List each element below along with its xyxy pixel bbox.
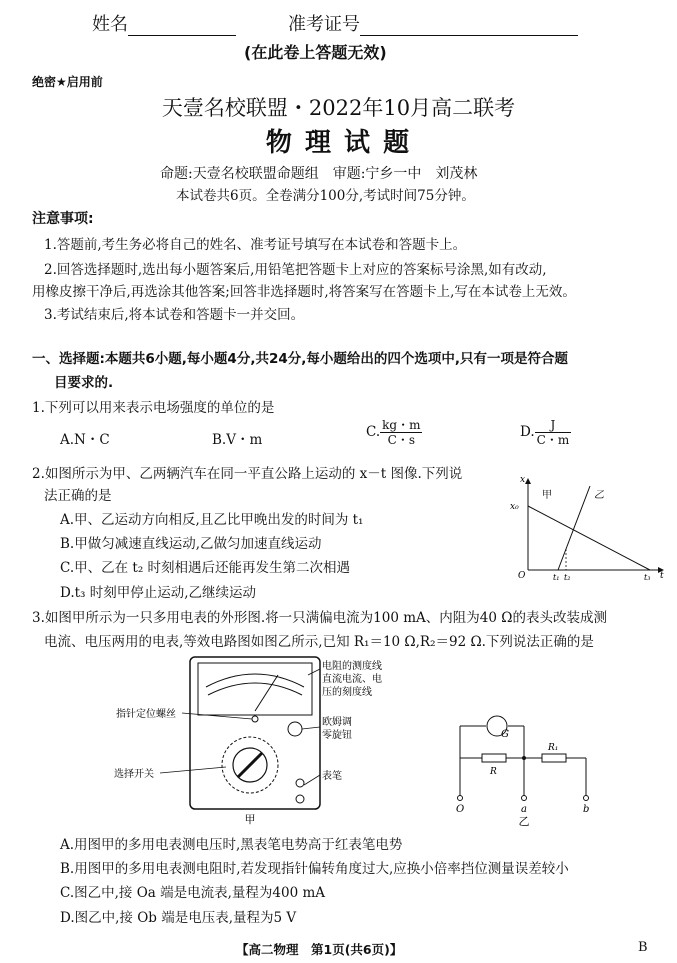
terminal-b	[584, 796, 589, 801]
yi-label: 乙	[594, 490, 604, 501]
label-scale-2: 直流电流、电	[322, 674, 382, 685]
q1-option-a: A.N・C	[60, 432, 110, 448]
q3-option-a: A.用图甲的多用电表测电压时,黑表笔电势高于红表笔电势	[60, 837, 403, 853]
secret-label: 绝密★启用前	[32, 75, 103, 89]
note-item-2-cont: 用橡皮擦干净后,再选涂其他答案;回答非选择题时,将答案写在答题卡上,写在本试卷上无效。	[32, 284, 576, 300]
answer-notice: (在此卷上答题无效)	[244, 43, 387, 62]
label-knob-2: 零旋钮	[322, 730, 352, 741]
multimeter-figure	[110, 655, 382, 825]
q1-option-d	[520, 418, 571, 447]
terminal-o	[458, 796, 463, 801]
q1-c-numerator: kg・m	[382, 418, 421, 432]
q1-d-numerator: J	[535, 418, 572, 433]
resistor-r-label: R	[490, 767, 497, 777]
q1-option-d-prefix: D.	[520, 424, 535, 440]
resistor-r1-label: R₁	[548, 743, 559, 753]
circuit-figure	[446, 708, 606, 826]
q3-stem-cont: 电流、电压两用的电表,等效电路图如图乙所示,已知 R₁＝10 Ω,R₂＝92 Ω.下列说法正确的是	[44, 634, 594, 650]
label-screw: 指针定位螺丝	[116, 709, 176, 720]
authors-line: 命题:天壹名校联盟命题组 审题:宁乡一中 刘茂林	[160, 166, 478, 182]
label-switch: 选择开关	[114, 769, 154, 780]
q2-stem: 2.如图所示为甲、乙两辆汽车在同一平直公路上运动的 x－t 图像.下列说	[32, 466, 463, 482]
fig-jia-caption: 甲	[244, 813, 256, 825]
subject-title: 物 理 试 题	[265, 128, 412, 158]
exam-title: 天壹名校联盟・2022年10月高二联考	[161, 96, 516, 120]
terminal-b-label: b	[583, 804, 590, 815]
x-axis-label: x	[520, 476, 526, 485]
notes-heading: 注意事项:	[32, 211, 94, 227]
t3-label: t₃	[644, 573, 651, 582]
terminal-a-label: a	[521, 804, 527, 815]
q1-option-d-fraction	[535, 418, 572, 447]
fig-yi-caption: 乙	[518, 815, 530, 826]
note-item-2: 2.回答选择题时,选出每小题答案后,用铅笔把答题卡上对应的答案标号涂黑,如有改动,	[44, 262, 547, 278]
galvanometer-label: G	[501, 729, 509, 740]
exam-id-label: 准考证号	[288, 14, 360, 35]
name-field	[92, 10, 236, 36]
paper-version: B	[638, 940, 648, 955]
jia-line	[528, 506, 650, 570]
label-scale-3: 压的刻度线	[322, 687, 372, 698]
exam-id-blank	[360, 19, 578, 36]
q3-stem: 3.如图甲所示为一只多用电表的外形图.将一只满偏电流为100 mA、内阻为40 Ω的表头改装成测	[32, 610, 607, 626]
note-item-1: 1.答题前,考生务必将自己的姓名、准考证号填写在本试卷和答题卡上。	[44, 237, 467, 253]
q1-option-c-prefix: C.	[366, 424, 381, 440]
section-heading-cont: 目要求的.	[54, 375, 114, 391]
label-probe: 表笔	[322, 771, 342, 782]
x0-label: x₀	[510, 502, 519, 512]
q2-stem-cont: 法正确的是	[44, 488, 112, 504]
note-item-3: 3.考试结束后,将本试卷和答题卡一并交回。	[44, 307, 305, 323]
q1-option-c-fraction	[380, 418, 422, 447]
q2-option-a: A.甲、乙运动方向相反,且乙比甲晚出发的时间为 t₁	[60, 512, 364, 528]
dial-window	[198, 663, 312, 715]
name-blank	[128, 19, 236, 36]
q1-stem: 1.下列可以用来表示电场强度的单位的是	[32, 400, 275, 416]
exam-info: 本试卷共6页。全卷满分100分,考试时间75分钟。	[176, 188, 475, 204]
resistor-r1	[542, 754, 566, 762]
q2-xt-graph	[508, 476, 668, 582]
q2-option-d: D.t₃ 时刻甲停止运动,乙继续运动	[60, 585, 257, 601]
q3-option-b: B.用图甲的多用电表测电阻时,若发现指针偏转角度过大,应换小倍率挡位测量误差较小	[60, 861, 569, 877]
t2-label: t₂	[564, 573, 571, 582]
page-footer: 【高二物理 第1页(共6页)】	[236, 942, 403, 957]
q1-option-b: B.V・m	[212, 432, 263, 448]
terminal-o-label: O	[456, 804, 465, 815]
terminal-a	[522, 796, 527, 801]
section-heading: 一、选择题:本题共6小题,每小题4分,共24分,每小题给出的四个选项中,只有一项是符合题	[32, 351, 568, 367]
q1-c-denominator: C・s	[387, 433, 415, 447]
jia-label: 甲	[542, 490, 552, 501]
t-axis-label: t	[660, 571, 664, 581]
q1-d-denominator: C・m	[536, 433, 570, 447]
yi-line	[558, 486, 590, 570]
q3-option-d: D.图乙中,接 Ob 端是电压表,量程为5 V	[60, 910, 297, 926]
name-label: 姓名	[92, 14, 128, 35]
q2-option-c: C.甲、乙在 t₂ 时刻相遇后还能再发生第二次相遇	[60, 560, 351, 576]
x-axis-arrow	[525, 478, 531, 484]
resistor-r	[482, 754, 506, 762]
origin-label: O	[518, 571, 526, 581]
exam-id-field	[288, 10, 578, 36]
q1-option-c	[366, 418, 422, 447]
t1-label: t₁	[553, 573, 560, 582]
q3-option-c: C.图乙中,接 Oa 端是电流表,量程为400 mA	[60, 885, 326, 901]
label-knob-1: 欧姆调	[322, 717, 352, 728]
junction	[522, 756, 526, 760]
label-scale-1: 电阻的测度线	[322, 661, 382, 672]
q2-option-b: B.甲做匀减速直线运动,乙做匀加速直线运动	[60, 536, 322, 552]
